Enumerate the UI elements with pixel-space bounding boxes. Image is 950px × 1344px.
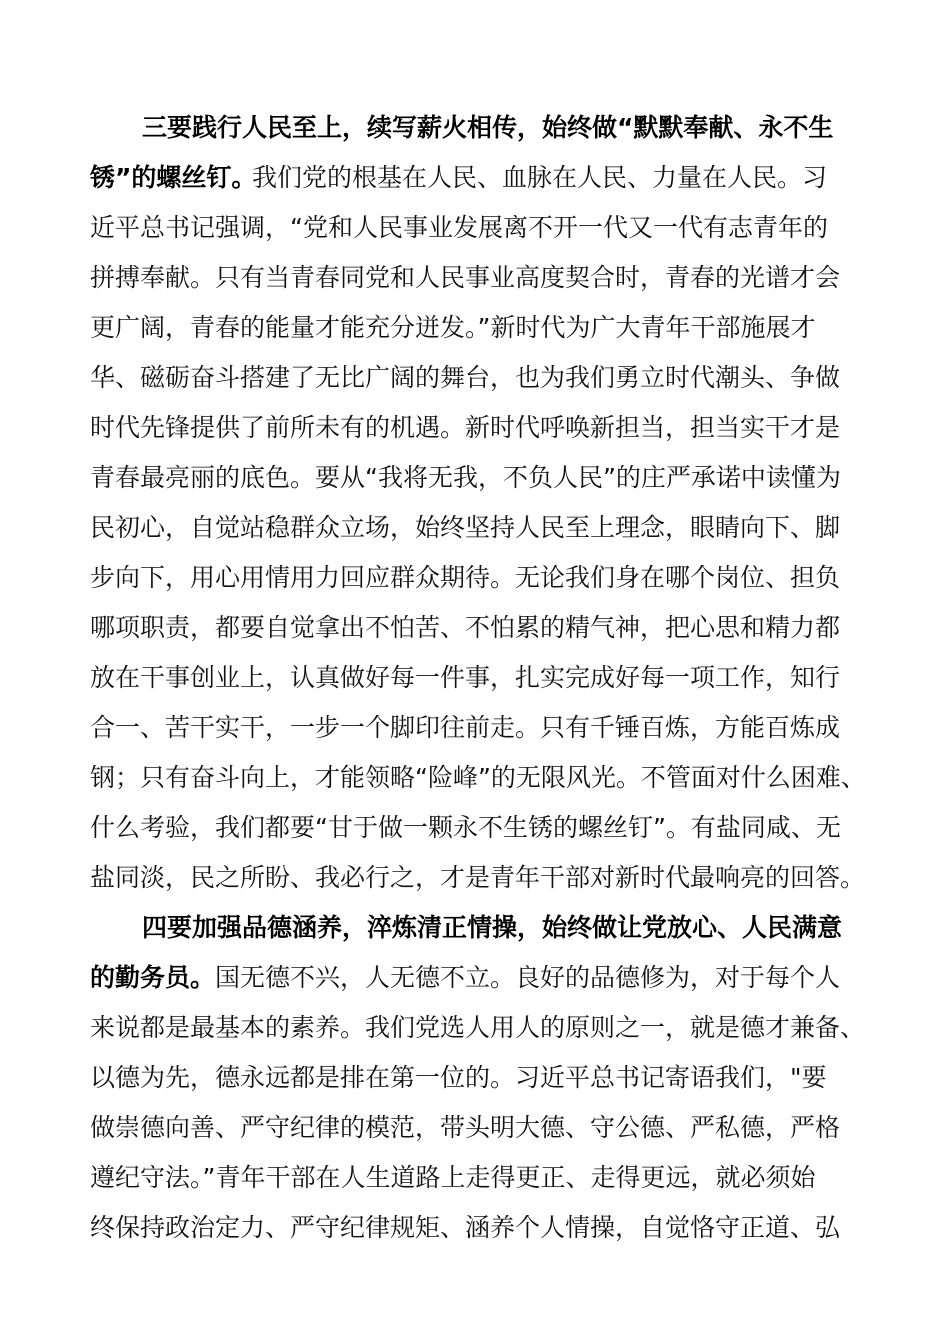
text-line <box>0 553 950 603</box>
line-text: 我们党的根基在人民、血脉在人民、力量在人民。习 <box>252 163 828 192</box>
line-text: 哪项职责，都要自觉拿出不怕苦、不怕累的精气神，把心思和精力都 <box>90 613 841 642</box>
paragraph-heading-end: 的勤务员。 <box>90 963 216 992</box>
text-line <box>0 903 950 953</box>
body-text <box>0 103 950 1253</box>
text-line <box>0 503 950 553</box>
text-line <box>0 653 950 703</box>
line-text: 拼搏奉献。只有当青春同党和人民事业高度契合时，青春的光谱才会 <box>90 263 841 292</box>
text-line <box>0 1203 950 1253</box>
line-text: 华、磁砺奋斗搭建了无比广阔的舞台，也为我们勇立时代潮头、争做 <box>90 363 841 392</box>
line-text: 国无德不兴，人无德不立。良好的品德修为，对于每个人 <box>215 963 841 992</box>
text-line <box>0 153 950 203</box>
line-text: 做崇德向善、严守纪律的模范，带头明大德、守公德、严私德，严格 <box>90 1113 841 1142</box>
text-line <box>0 953 950 1003</box>
text-line <box>0 703 950 753</box>
paragraph-heading-end: 锈”的螺丝钉。 <box>90 163 257 192</box>
line-text: 放在干事创业上，认真做好每一件事，扎实完成好每一项工作，知行 <box>90 663 841 692</box>
text-line <box>0 753 950 803</box>
text-line <box>0 203 950 253</box>
line-text: 来说都是最基本的素养。我们党选人用人的原则之一，就是德才兼备、 <box>90 1013 866 1042</box>
line-text: 更广阔，青春的能量才能充分迸发。”新时代为广大青年干部施展才 <box>90 313 816 342</box>
line-text: 民初心，自觉站稳群众立场，始终坚持人民至上理念，眼睛向下、脚 <box>90 513 841 542</box>
text-line <box>0 103 950 153</box>
text-line <box>0 803 950 853</box>
text-line <box>0 303 950 353</box>
line-text: 钢；只有奋斗向上，才能领略“险峰”的无限风光。不管面对什么困难、 <box>90 763 866 792</box>
line-text: 步向下，用心用情用力回应群众期待。无论我们身在哪个岗位、担负 <box>90 563 841 592</box>
text-line <box>0 1103 950 1153</box>
text-line <box>0 1153 950 1203</box>
line-text: 青春最亮丽的底色。要从“我将无我，不负人民”的庄严承诺中读懂为 <box>90 463 841 492</box>
line-text: 什么考验，我们都要“甘于做一颗永不生锈的螺丝钉”。有盐同咸、无 <box>90 813 841 842</box>
line-text: 合一、苦干实干，一步一个脚印往前走。只有千锤百炼，方能百炼成 <box>90 713 841 742</box>
text-line <box>0 603 950 653</box>
text-line <box>0 403 950 453</box>
text-line <box>0 353 950 403</box>
line-text: 以德为先，德永远都是排在第一位的。习近平总书记寄语我们，"要 <box>90 1063 827 1092</box>
text-line <box>0 253 950 303</box>
line-text: 盐同淡，民之所盼、我必行之，才是青年干部对新时代最响亮的回答。 <box>90 863 866 892</box>
line-text: 时代先锋提供了前所未有的机遇。新时代呼唤新担当，担当实干才是 <box>90 413 841 442</box>
line-text: 近平总书记强调，“党和人民事业发展离不开一代又一代有志青年的 <box>90 213 828 242</box>
paragraph-heading: 四要加强品德涵养，淬炼清正情操，始终做让党放心、人民满意 <box>142 913 843 942</box>
line-text: 终保持政治定力、严守纪律规矩、涵养个人情操，自觉恪守正道、弘 <box>90 1213 841 1242</box>
text-line <box>0 453 950 503</box>
text-line <box>0 1053 950 1103</box>
line-text: 遵纪守法。”青年干部在人生道路上走得更正、走得更远，就必须始 <box>90 1163 816 1192</box>
paragraph-heading: 三要践行人民至上，续写薪火相传，始终做“默默奉献、永不生 <box>142 113 834 142</box>
text-line <box>0 853 950 903</box>
text-line <box>0 1003 950 1053</box>
